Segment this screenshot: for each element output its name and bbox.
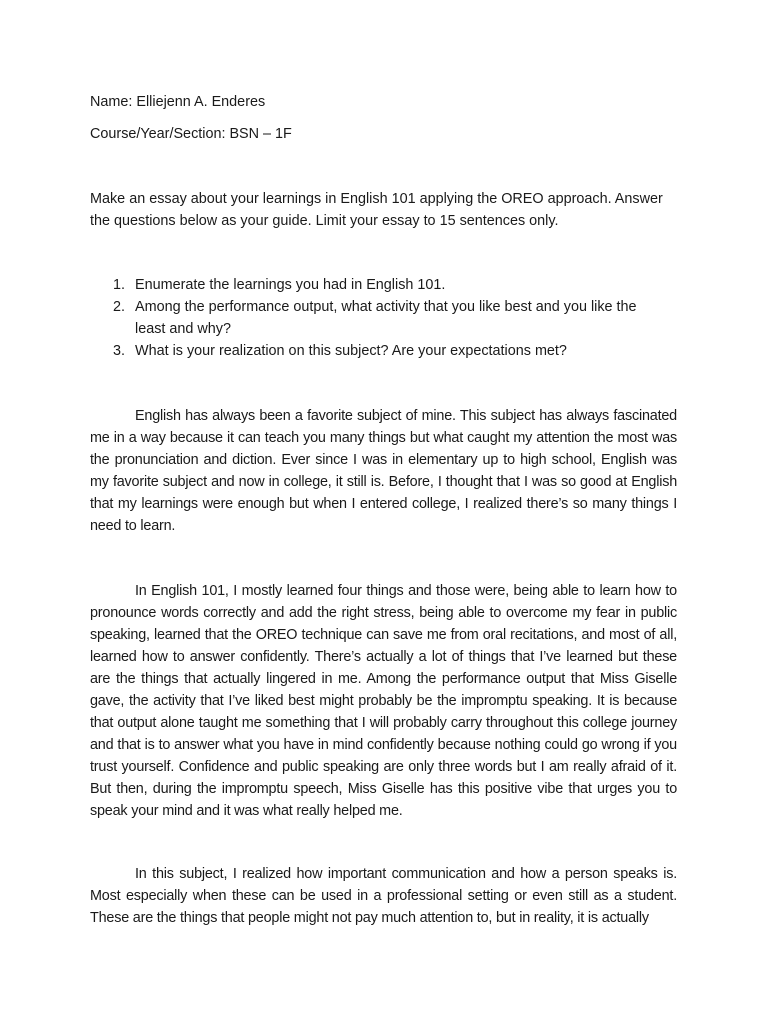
- question-text: Enumerate the learnings you had in English 101.: [135, 277, 446, 293]
- paragraph-text: In English 101, I mostly learned four things and those were, being able to learn how to pronounce words correctly and add the right stress, being able to overcome my fear in public speaking, learned that the OREO technique can save me from oral recitations, and most of all, learned how to answer confidently. There’s actually a lot of things that I’ve learned but these are the things that actually lingered in me. Among the performance output that Miss Giselle gave, the activity that I’ve liked best might probably be the impromptu speaking. It is because that output alone taught me something that I will probably carry throughout this college journey and that is to answer what you have in mind confidently because nothing could go wrong if you trust yourself. Confidence and public speaking are only three words but I am really afraid of it. But then, during the impromptu speech, Miss Giselle has this positive vibe that urges you to speak your mind and it was what really helped me.: [90, 583, 677, 819]
- guide-questions: [90, 274, 677, 362]
- question-item: [90, 296, 655, 340]
- student-name: Name: Elliejenn A. Enderes: [90, 94, 266, 110]
- course-year-section: Course/Year/Section: BSN – 1F: [90, 126, 292, 142]
- question-item: [90, 274, 655, 296]
- question-item: [90, 340, 655, 362]
- paragraph-text: English has always been a favorite subject of mine. This subject has always fascinated me in a way because it can teach you many things but what caught my attention the most was the pronunciation and diction. Ever since I was in elementary up to high school, English was my favorite subject and now in college, it still is. Before, I thought that I was so good at English that my learnings were enough but when I entered college, I realized there’s so many things I need to learn.: [90, 408, 677, 534]
- question-number: 3.: [113, 343, 126, 359]
- essay-instructions: [90, 188, 677, 232]
- question-number: 1.: [113, 277, 126, 293]
- instructions-text: Make an essay about your learnings in English 101 applying the OREO approach. Answer the questions below as your guide. Limit your essay to 15 sentences only.: [90, 191, 663, 229]
- question-number: 2.: [113, 299, 126, 315]
- question-text: Among the performance output, what activity that you like best and you like the least and why?: [135, 299, 637, 337]
- essay-paragraph-2: [90, 580, 677, 822]
- essay-paragraph-1: [90, 405, 677, 537]
- essay-paragraph-3: [90, 863, 677, 929]
- paragraph-text: In this subject, I realized how important communication and how a person speaks is. Most especially when these can be used in a professional setting or even still as a student. These are the things that people might not pay much attention to, but in reality, it is actually: [90, 866, 677, 926]
- question-text: What is your realization on this subject? Are your expectations met?: [135, 343, 567, 359]
- document-page: [90, 0, 677, 1024]
